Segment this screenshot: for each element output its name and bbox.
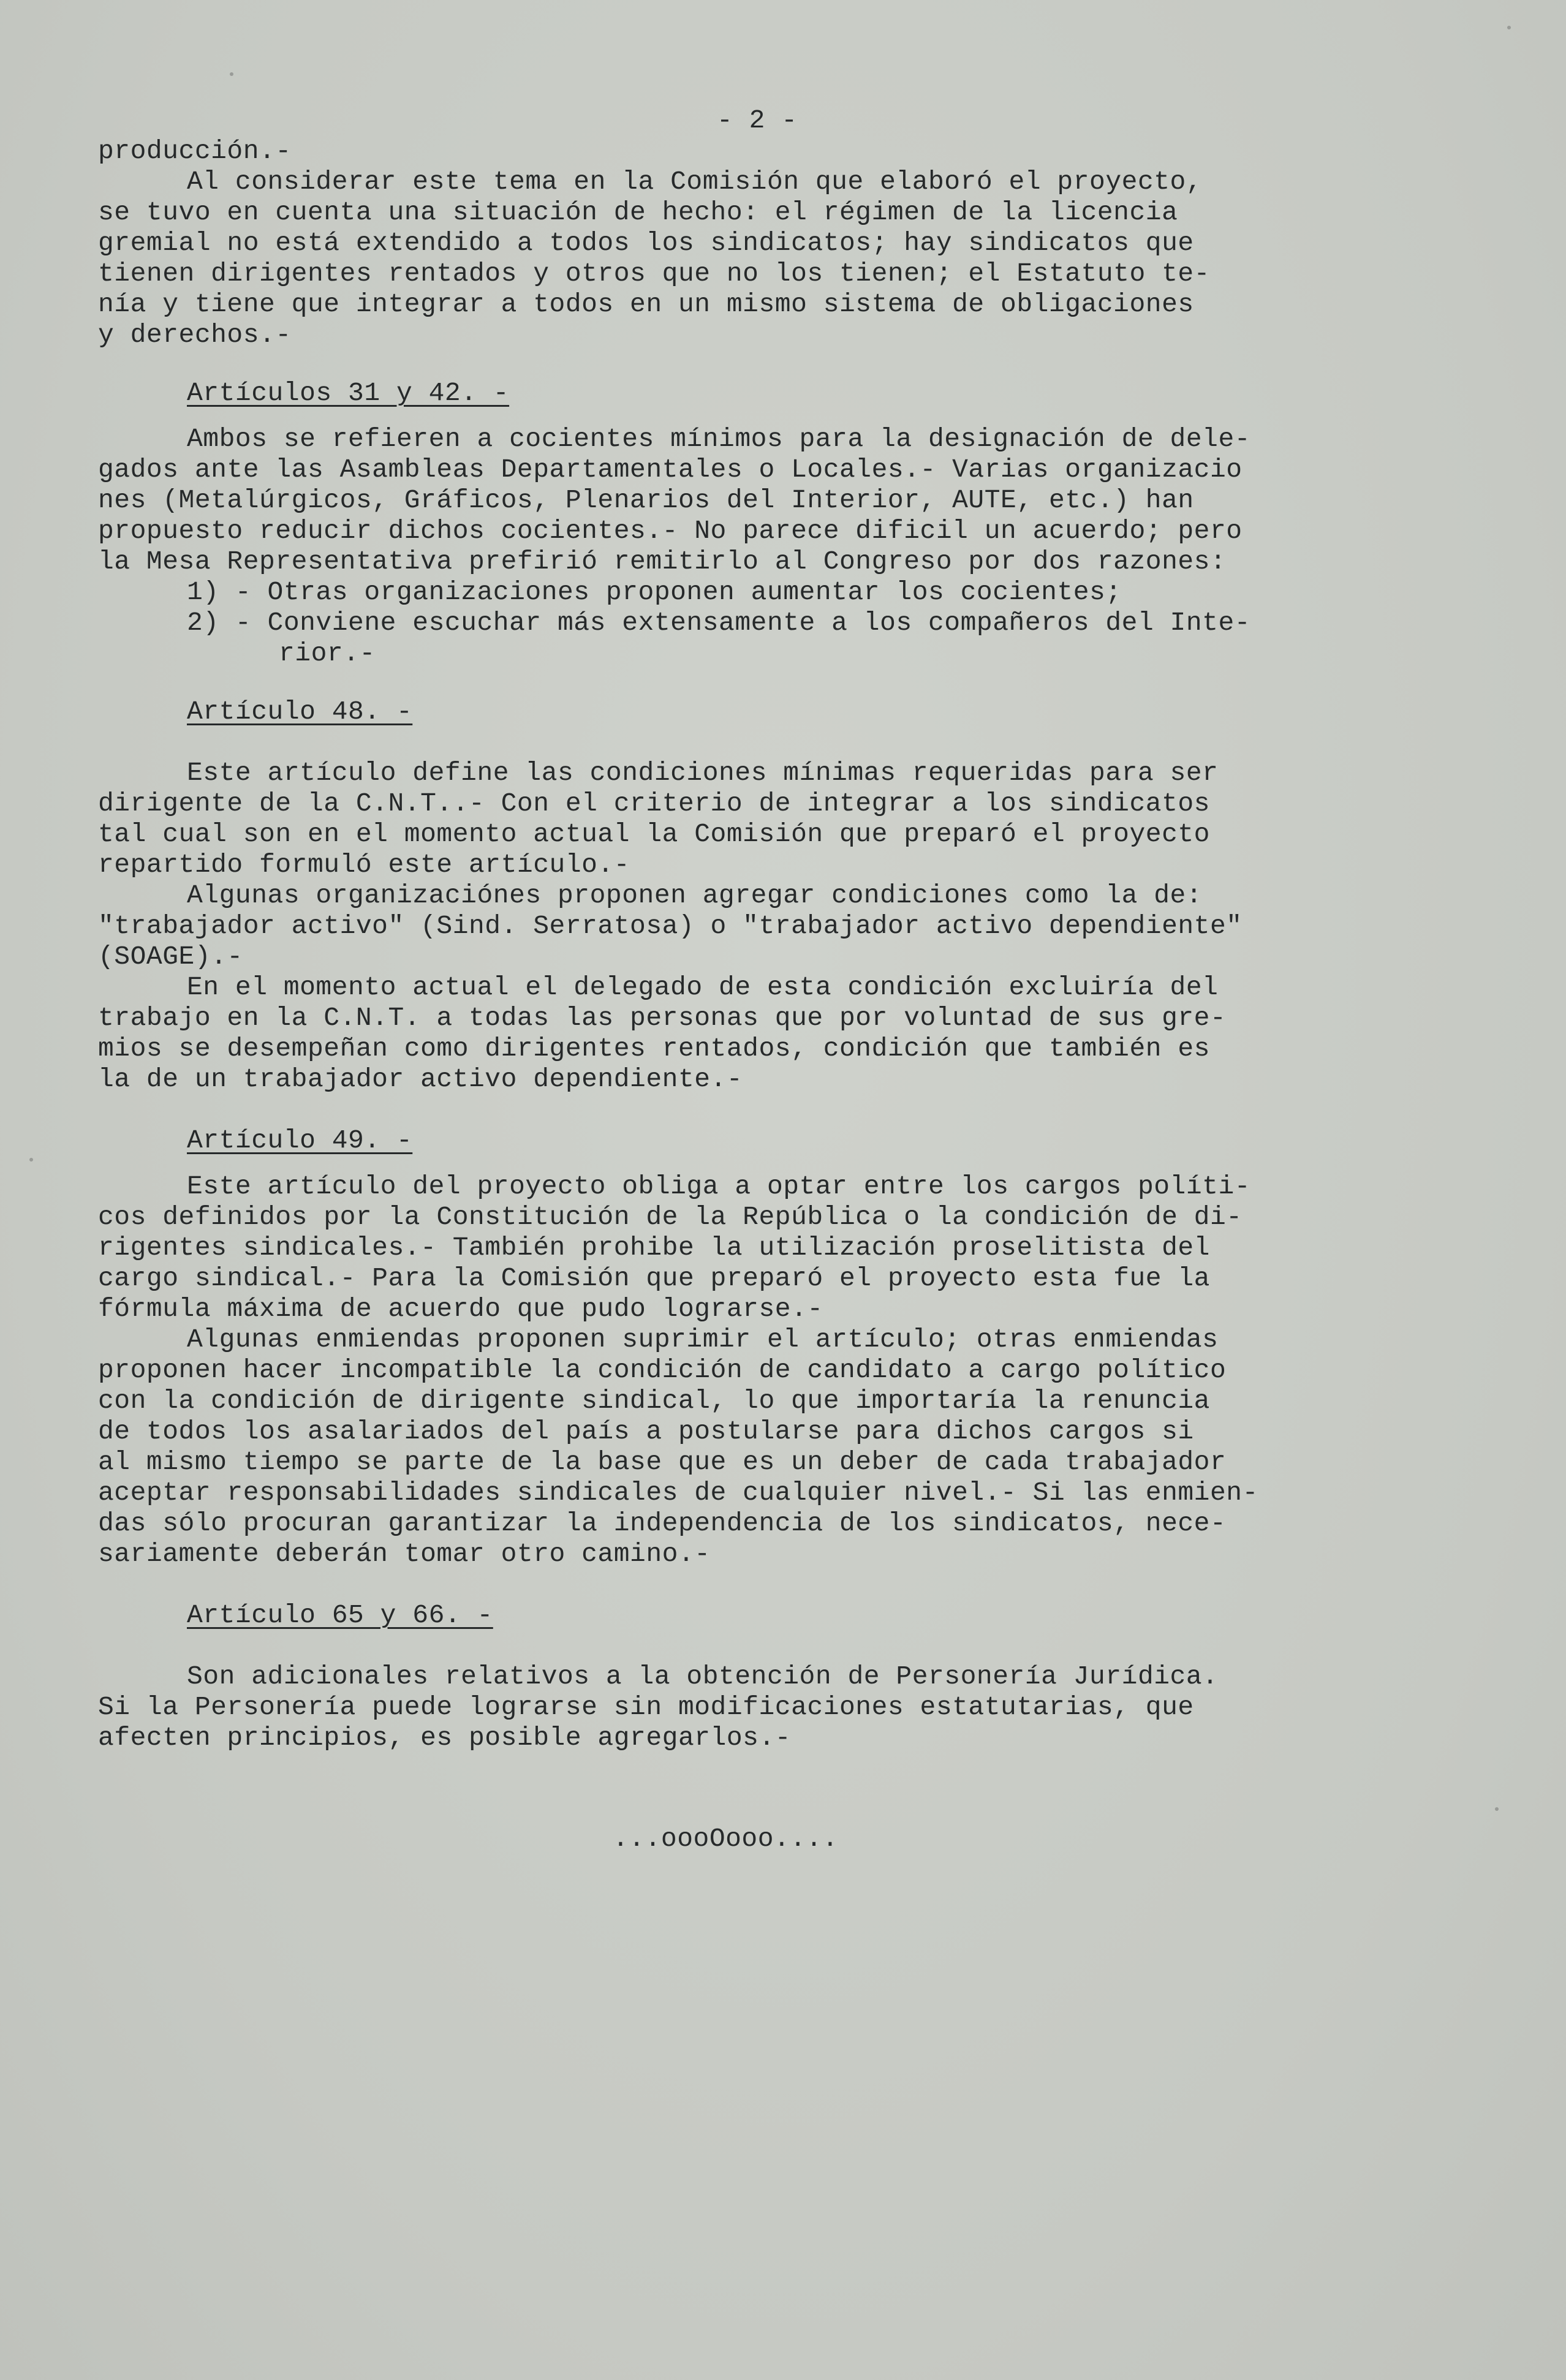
text-line: "trabajador activo" (Sind. Serratosa) o "trabajador activo dependiente" <box>98 911 1243 941</box>
text-line: proponen hacer incompatible la condición de candidato a cargo político <box>98 1355 1227 1385</box>
text-line: repartido formuló este artículo.- <box>98 850 630 880</box>
text-line: (SOAGE).- <box>98 942 243 972</box>
section-heading: Artículo 49. - <box>187 1125 413 1155</box>
text-line: afecten principios, es posible agregarlos.- <box>98 1723 792 1753</box>
text-line: mios se desempeñan como dirigentes rentados, condición que también es <box>98 1033 1210 1063</box>
text-line: la Mesa Representativa prefirió remitirlo al Congreso por dos razones: <box>98 546 1227 576</box>
text-line: Este artículo del proyecto obliga a optar entre los cargos políti- <box>187 1171 1251 1201</box>
list-item: 2) - Conviene escuchar más extensamente a los compañeros del Inte- <box>187 608 1251 638</box>
paper-speck <box>1495 1807 1499 1811</box>
paper-speck <box>230 72 233 76</box>
text-line: Si la Personería puede lograrse sin modificaciones estatutarias, que <box>98 1692 1194 1722</box>
text-line: nes (Metalúrgicos, Gráficos, Plenarios del Interior, AUTE, etc.) han <box>98 485 1194 515</box>
text-line: fórmula máxima de acuerdo que pudo lograrse.- <box>98 1294 823 1324</box>
text-line: al mismo tiempo se parte de la base que es un deber de cada trabajador <box>98 1447 1227 1477</box>
text-line: En el momento actual el delegado de esta condición excluiría del <box>187 972 1219 1002</box>
section-heading: Artículos 31 y 42. - <box>187 378 510 408</box>
page-number: - 2 - <box>717 105 798 135</box>
text-line: rigentes sindicales.- También prohibe la utilización proselitista del <box>98 1233 1210 1263</box>
section-heading: Artículo 65 y 66. - <box>187 1600 493 1630</box>
text-line: das sólo procuran garantizar la independencia de los sindicatos, nece- <box>98 1508 1227 1538</box>
text-line: sariamente deberán tomar otro camino.- <box>98 1539 711 1569</box>
text-line: cargo sindical.- Para la Comisión que preparó el proyecto esta fue la <box>98 1263 1210 1293</box>
text-line: Al considerar este tema en la Comisión que elaboró el proyecto, <box>187 167 1203 197</box>
list-item-continuation: rior.- <box>279 638 376 668</box>
text-line: tal cual son en el momento actual la Comisión que preparó el proyecto <box>98 819 1210 849</box>
closing-ornament: ...oooOooo.... <box>613 1824 839 1854</box>
text-line: la de un trabajador activo dependiente.- <box>98 1064 743 1094</box>
text-line: con la condición de dirigente sindical, lo que importaría la renuncia <box>98 1386 1210 1416</box>
text-line: de todos los asalariados del país a postularse para dichos cargos si <box>98 1416 1194 1446</box>
text-line: se tuvo en cuenta una situación de hecho: el régimen de la licencia <box>98 197 1178 227</box>
text-line: dirigente de la C.N.T..- Con el criterio de integrar a los sindicatos <box>98 788 1210 818</box>
text-line: Algunas enmiendas proponen suprimir el artículo; otras enmiendas <box>187 1324 1219 1354</box>
paper-speck <box>29 1158 33 1162</box>
text-line: y derechos.- <box>98 320 292 350</box>
text-line: gados ante las Asambleas Departamentales o Locales.- Varias organizacio <box>98 455 1243 485</box>
text-line: Este artículo define las condiciones mínimas requeridas para ser <box>187 758 1219 788</box>
text-line: nía y tiene que integrar a todos en un mismo sistema de obligaciones <box>98 289 1194 319</box>
text-line: producción.- <box>98 136 292 166</box>
text-line: cos definidos por la Constitución de la República o la condición de di- <box>98 1202 1243 1232</box>
text-line: Son adicionales relativos a la obtención de Personería Jurídica. <box>187 1661 1219 1691</box>
section-heading: Artículo 48. - <box>187 697 413 727</box>
text-line: Ambos se refieren a cocientes mínimos para la designación de dele- <box>187 424 1251 454</box>
list-item: 1) - Otras organizaciones proponen aumentar los cocientes; <box>187 577 1122 607</box>
text-line: aceptar responsabilidades sindicales de cualquier nivel.- Si las enmien- <box>98 1478 1258 1508</box>
text-line: tienen dirigentes rentados y otros que no los tienen; el Estatuto te- <box>98 259 1210 289</box>
text-line: gremial no está extendido a todos los sindicatos; hay sindicatos que <box>98 228 1194 258</box>
text-line: propuesto reducir dichos cocientes.- No parece dificil un acuerdo; pero <box>98 516 1243 546</box>
text-line: Algunas organizaciónes proponen agregar condiciones como la de: <box>187 880 1203 910</box>
paper-speck <box>1507 26 1511 29</box>
text-line: trabajo en la C.N.T. a todas las personas que por voluntad de sus gre- <box>98 1003 1227 1033</box>
